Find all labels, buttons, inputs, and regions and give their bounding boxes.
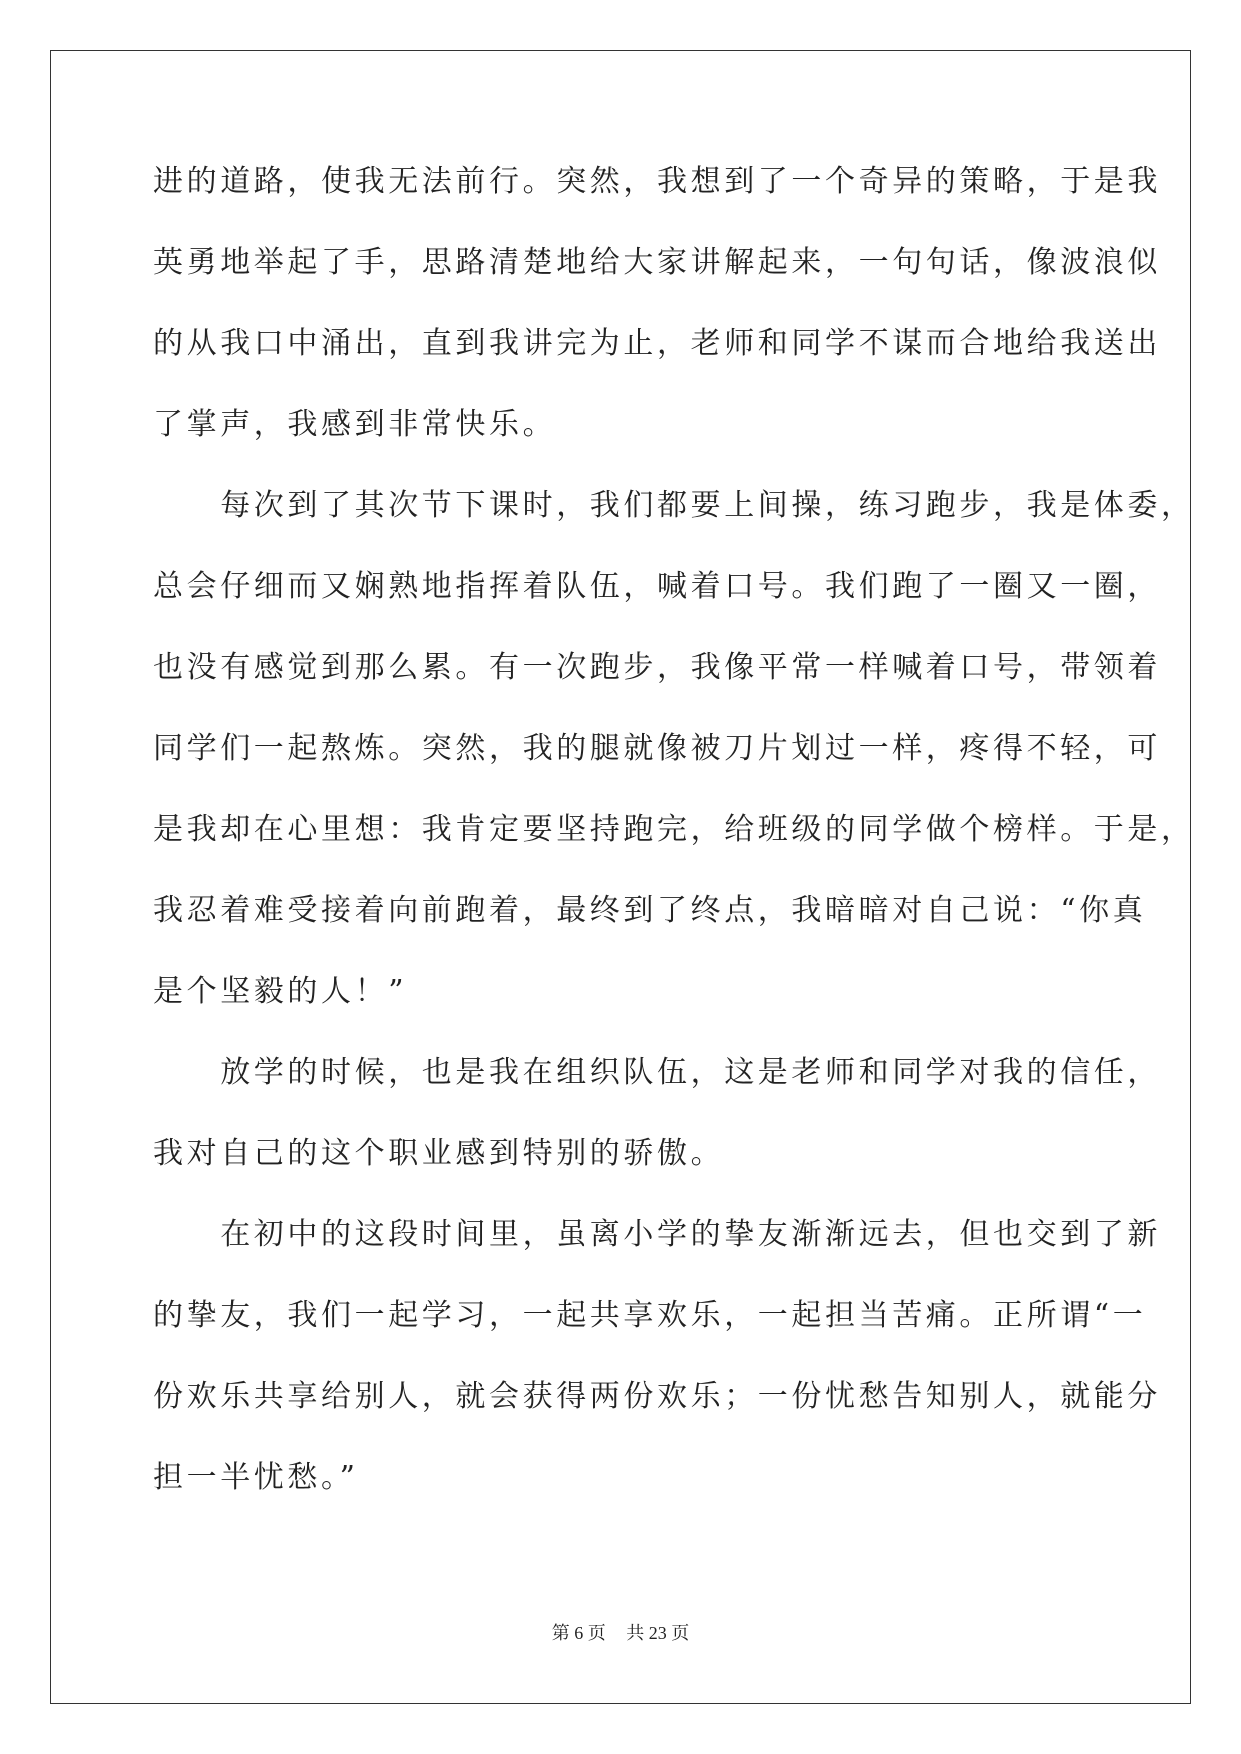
page-number: 第 6 页	[551, 1623, 606, 1643]
text-line: 英勇地举起了手，思路清楚地给大家讲解起来，一句句话，像波浪似	[153, 245, 1161, 280]
body-text	[153, 158, 1195, 1535]
page-footer	[0, 1619, 1241, 1645]
text-line: 我忍着难受接着向前跑着，最终到了终点，我暗暗对自己说：“你真	[153, 893, 1147, 928]
text-line: 进的道路，使我无法前行。突然，我想到了一个奇异的策略，于是我	[153, 164, 1161, 199]
text-line: 了掌声，我感到非常快乐。	[153, 407, 557, 442]
text-line: 我对自己的这个职业感到特别的骄傲。	[153, 1136, 725, 1171]
text-line: 也没有感觉到那么累。有一次跑步，我像平常一样喊着口号，带领着	[153, 650, 1161, 685]
text-line: 每次到了其次节下课时，我们都要上间操，练习跑步，我是体委，	[153, 488, 1195, 523]
text-line: 放学的时候，也是我在组织队伍，这是老师和同学对我的信任，	[153, 1055, 1161, 1090]
text-line: 担一半忧愁。”	[153, 1460, 359, 1495]
text-line: 在初中的这段时间里，虽离小学的挚友渐渐远去，但也交到了新	[153, 1217, 1161, 1252]
text-line: 的从我口中涌出，直到我讲完为止，老师和同学不谋而合地给我送出	[153, 326, 1161, 361]
text-line: 是个坚毅的人！”	[153, 974, 408, 1009]
text-line: 的挚友，我们一起学习，一起共享欢乐，一起担当苦痛。正所谓“一	[153, 1298, 1147, 1333]
text-line: 份欢乐共享给别人，就会获得两份欢乐；一份忧愁告知别人，就能分	[153, 1379, 1161, 1414]
text-line: 总会仔细而又娴熟地指挥着队伍，喊着口号。我们跑了一圈又一圈，	[153, 569, 1161, 604]
page-total: 共 23 页	[626, 1623, 690, 1643]
text-line: 同学们一起熬炼。突然，我的腿就像被刀片划过一样，疼得不轻，可	[153, 731, 1161, 766]
text-line: 是我却在心里想：我肯定要坚持跑完，给班级的同学做个榜样。于是，	[153, 812, 1195, 847]
